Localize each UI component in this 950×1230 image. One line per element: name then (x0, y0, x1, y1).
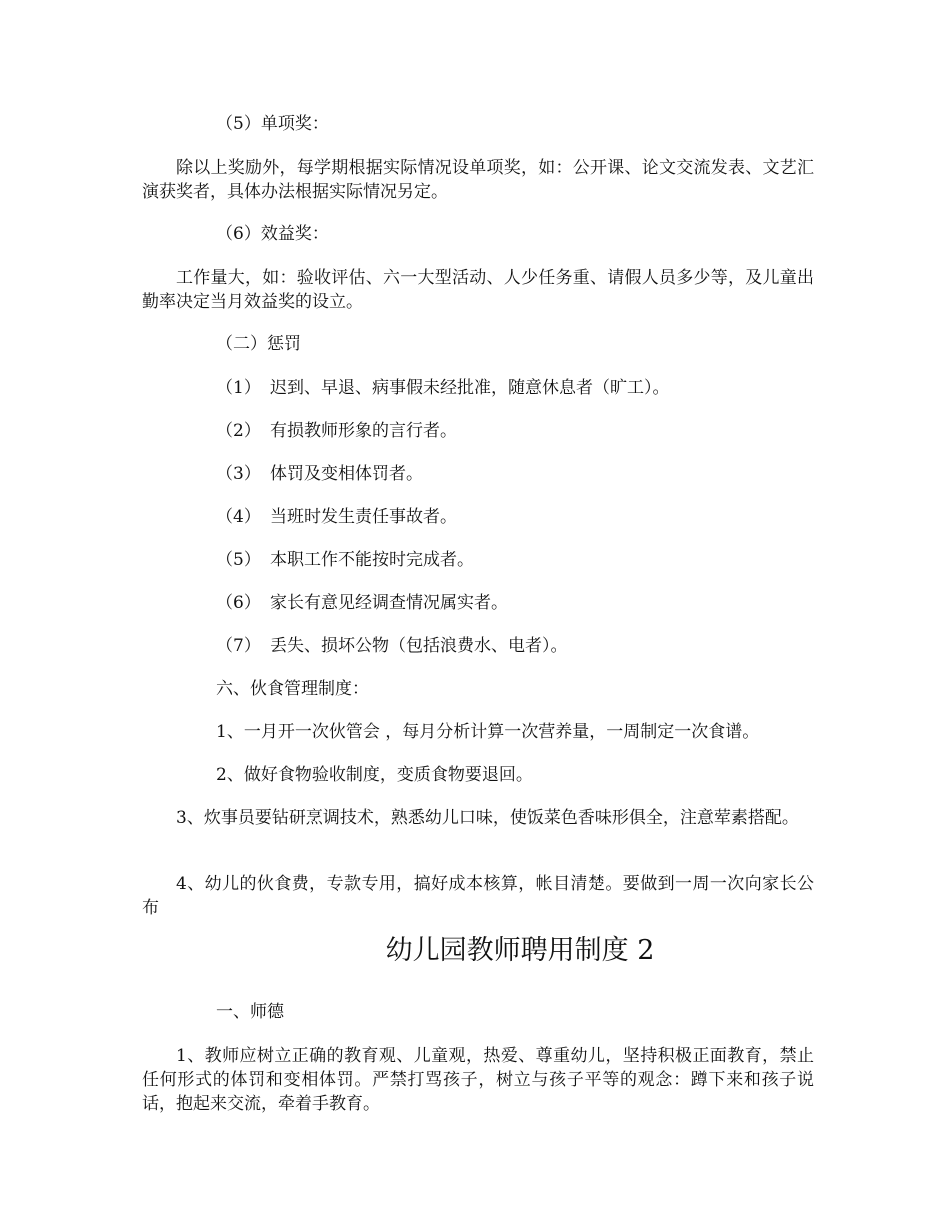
penalty-item-number: （6） (216, 593, 261, 613)
penalty-item-text: 丢失、损坏公物（包括浪费水、电者）。 (270, 636, 568, 656)
penalty-item-text: 迟到、早退、病事假未经批准，随意休息者（旷工）。 (270, 378, 670, 398)
penalty-item-number: （4） (216, 507, 261, 527)
ethics-rule-item: 1、教师应树立正确的教育观、儿童观，热爱、尊重幼儿，坚持积极正面教育，禁止任何形式的体罚和变相体罚。严禁打骂孩子，树立与孩子平等的观念：蹲下来和孩子说话，抱起来交流，牵着手教育。 (142, 1046, 814, 1114)
penalty-item-number: （3） (216, 464, 261, 484)
penalty-item-number: （7） (216, 636, 261, 656)
food-rule-item: 2、做好食物验收制度，变质食物要退回。 (216, 765, 533, 785)
penalty-item-text: 本职工作不能按时完成者。 (270, 550, 474, 570)
food-rule-item: 1、一月开一次伙管会 ，每月分析计算一次营养量，一周制定一次食谱。 (216, 722, 760, 742)
penalty-item (216, 376, 670, 400)
single-item-award-text: 除以上奖励外，每学期根据实际情况设单项奖，如：公开课、论文交流发表、文艺汇演获奖者，具体办法根据实际情况另定。 (142, 158, 814, 202)
penalty-item-text: 有损教师形象的言行者。 (270, 421, 457, 441)
penalty-item (216, 548, 474, 572)
penalty-item (216, 419, 457, 443)
document-title: 幼儿园教师聘用制度 2 (385, 935, 655, 966)
food-management-heading: 六、伙食管理制度： (216, 679, 369, 699)
penalty-item-number: （5） (216, 550, 261, 570)
penalty-item (216, 462, 423, 486)
penalty-item (216, 505, 457, 529)
penalty-item-text: 体罚及变相体罚者。 (270, 464, 423, 484)
penalty-item-number: （2） (216, 421, 261, 441)
penalty-item-text: 家长有意见经调查情况属实者。 (270, 593, 508, 613)
food-rule-item: 3、炊事员要钻研烹调技术，熟悉幼儿口味，使饭菜色香味形俱全，注意荤素搭配。 (176, 808, 799, 828)
benefit-award-heading: （6）效益奖： (216, 224, 329, 244)
ethics-heading: 一、师德 (216, 1002, 284, 1022)
penalty-item-number: （1） (216, 378, 261, 398)
food-rule-item: 4、幼儿的伙食费，专款专用，搞好成本核算，帐目清楚。要做到一周一次向家长公布 (142, 874, 814, 918)
penalty-item (216, 634, 568, 658)
penalty-heading: （二）惩罚 (216, 334, 301, 354)
single-item-award-heading: （5）单项奖： (216, 114, 329, 134)
benefit-award-text: 工作量大，如：验收评估、六一大型活动、人少任务重、请假人员多少等，及儿童出勤率决定当月效益奖的设立。 (142, 268, 814, 312)
penalty-item-text: 当班时发生责任事故者。 (270, 507, 457, 527)
penalty-item (216, 591, 508, 615)
